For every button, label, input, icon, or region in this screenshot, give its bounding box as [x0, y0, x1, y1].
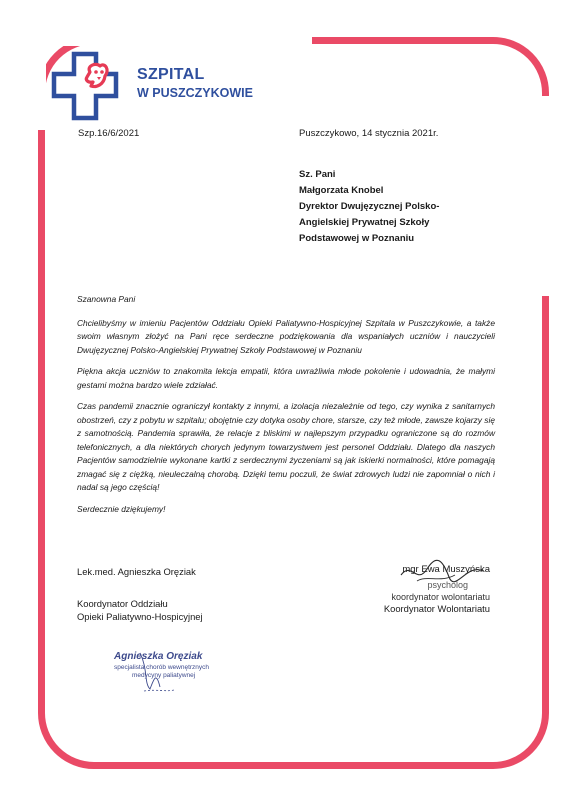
handwritten-signature-icon [397, 557, 487, 587]
hospital-cross-logo-icon [50, 50, 120, 122]
letter-body [77, 293, 495, 524]
stamp-name: Agnieszka Oręziak [114, 651, 203, 662]
letter-paragraph: Chcielibyśmy w imieniu Pacjentów Oddziału Opieki Paliatywno-Hospicyjnej Szpitala w Puszczykowie, a także swoim własnym złożyć na Pani ręce serdeczne podziękowania dla wspaniałych uczniów i nauczycieli Dwujęzycznej Polsko-Angielskiej Prywatnej Szkoły Podstawowej w Poznaniu [77, 317, 495, 355]
closing: Serdecznie dziękujemy! [77, 503, 166, 514]
recipient-line: Sz. Pani [299, 169, 336, 180]
left-signatory-role: Opieki Paliatywno-Hospicyjnej [77, 611, 203, 622]
recipient-line: Podstawowej w Poznaniu [299, 233, 415, 244]
doctor-stamp [114, 649, 224, 697]
right-signatory-stamp [372, 564, 490, 615]
brand-line-1: SZPITAL [137, 66, 205, 83]
stamp-line: specjalista chorób wewnętrznych medycyny paliatywnej [114, 664, 210, 679]
reference-number: Szp.16/6/2021 [78, 128, 140, 139]
brand-line-2: W PUSZCZYKOWIE [137, 86, 253, 100]
right-signatory-role: Koordynator Wolontariatu [383, 603, 490, 614]
right-signatory-name: mgr Ewa Muszyńska [402, 564, 490, 575]
recipient-line: Małgorzata Knobel [299, 185, 384, 196]
recipient-line: Angielskiej Prywatnej Szkoły [299, 217, 430, 228]
letter-paragraph: Piękna akcja uczniów to znakomita lekcja empatii, która uwrażliwia młode pokolenie i udowadnia, że małymi gestami można bardzo wiele zdziałać. [77, 366, 495, 390]
salutation: Szanowna Pani [77, 294, 136, 304]
right-stamp-line: psycholog [427, 580, 468, 590]
left-signatory-role: Koordynator Oddziału [77, 598, 168, 609]
place-and-date: Puszczykowo, 14 stycznia 2021r. [299, 128, 439, 139]
letter-paragraph: Czas pandemii znacznie ograniczył kontakty z innymi, a izolacja niezależnie od tego, czy wynika z sanitarnych obostrzeń, czy z pobytu w szpitalu; obojętnie czy dotyka osoby chore, starsze, czy też młode, zawsze kojarzy się z samotnością. Pandemia sprawiła, że relacje z bliskimi w najlepszym przypadku ograniczone są do rozmów telefonicznych, a dla niektórych chorych jedynym towarzystwem jest personel Oddziału. Dlatego dla naszych Pacjentów samodzielnie wykonane kartki z serdecznymi życzeniami są jak iskierki normalności, które pomagają zmagać się z ciężką, nieuleczalną chorobą. Dzięki temu poczuli, że świat zdrowych ludzi nie zapomniał o nich i nadal są jego częścią! [77, 401, 495, 492]
stamp-signature-scribble-icon [114, 649, 224, 697]
hospital-brand [137, 66, 253, 101]
recipient-line: Dyrektor Dwujęzycznej Polsko- [299, 201, 440, 212]
right-stamp-line: koordynator wolontariatu [391, 592, 490, 602]
recipient-block [299, 167, 439, 247]
left-signatory-name: Lek.med. Agnieszka Oręziak [77, 566, 196, 577]
